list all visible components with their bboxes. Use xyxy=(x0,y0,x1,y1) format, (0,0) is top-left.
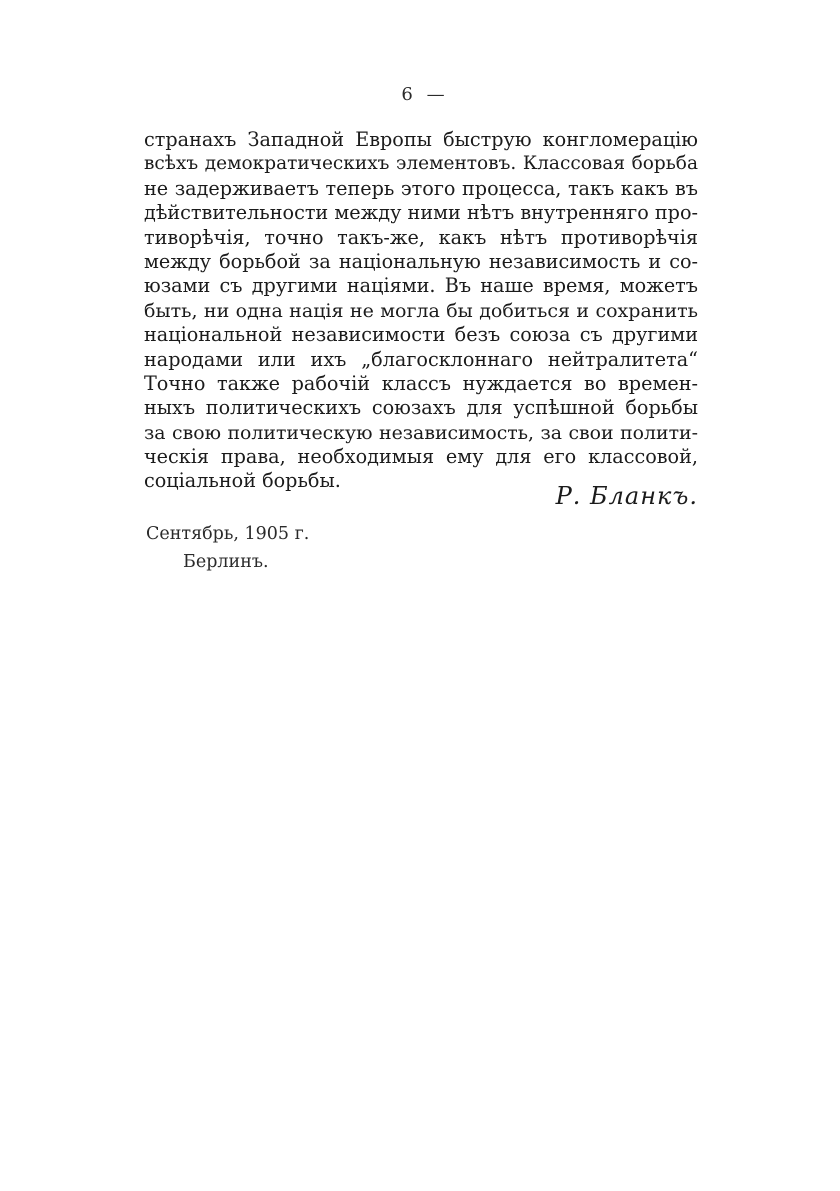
text-line: не задерживаетъ теперь этого процесса, такъ какъ въ xyxy=(144,176,698,200)
text-line: юзами съ другими націями. Въ наше время, можетъ xyxy=(144,274,698,298)
text-line: Точно также рабочій классъ нуждается во времен- xyxy=(144,371,698,395)
place-line: Берлинъ. xyxy=(183,552,269,572)
author-signature: Р. Бланкъ. xyxy=(555,482,698,510)
text-line: странахъ Западной Европы быструю конгломерацію xyxy=(144,128,698,151)
text-line: между борьбой за національную независимость и со- xyxy=(144,249,698,273)
date-line: Сентябрь, 1905 г. xyxy=(146,524,310,544)
text-line: народами или ихъ „благосклоннаго нейтралитета“ xyxy=(144,347,698,371)
page-number: 6 — xyxy=(401,84,449,105)
body-text xyxy=(144,128,698,494)
text-line: дѣйствительности между ними нѣтъ внутренняго про- xyxy=(144,201,698,225)
text-line: соціальной борьбы. xyxy=(144,469,341,493)
text-line: всѣхъ демократическихъ элементовъ. Классовая борьба xyxy=(144,153,698,175)
text-line: національной независимости безъ союза съ другими xyxy=(144,323,698,347)
text-line: за свою политическую независимость, за свои полити- xyxy=(144,421,698,444)
text-line: ныхъ политическихъ союзахъ для успѣшной борьбы xyxy=(144,396,698,420)
text-line: быть, ни одна нація не могла бы добиться и сохранить xyxy=(144,299,698,322)
text-line: ческія права, необходимыя ему для его классовой, xyxy=(144,445,698,469)
text-line: тиворѣчія, точно такъ-же, какъ нѣтъ противорѣчія xyxy=(144,225,698,249)
